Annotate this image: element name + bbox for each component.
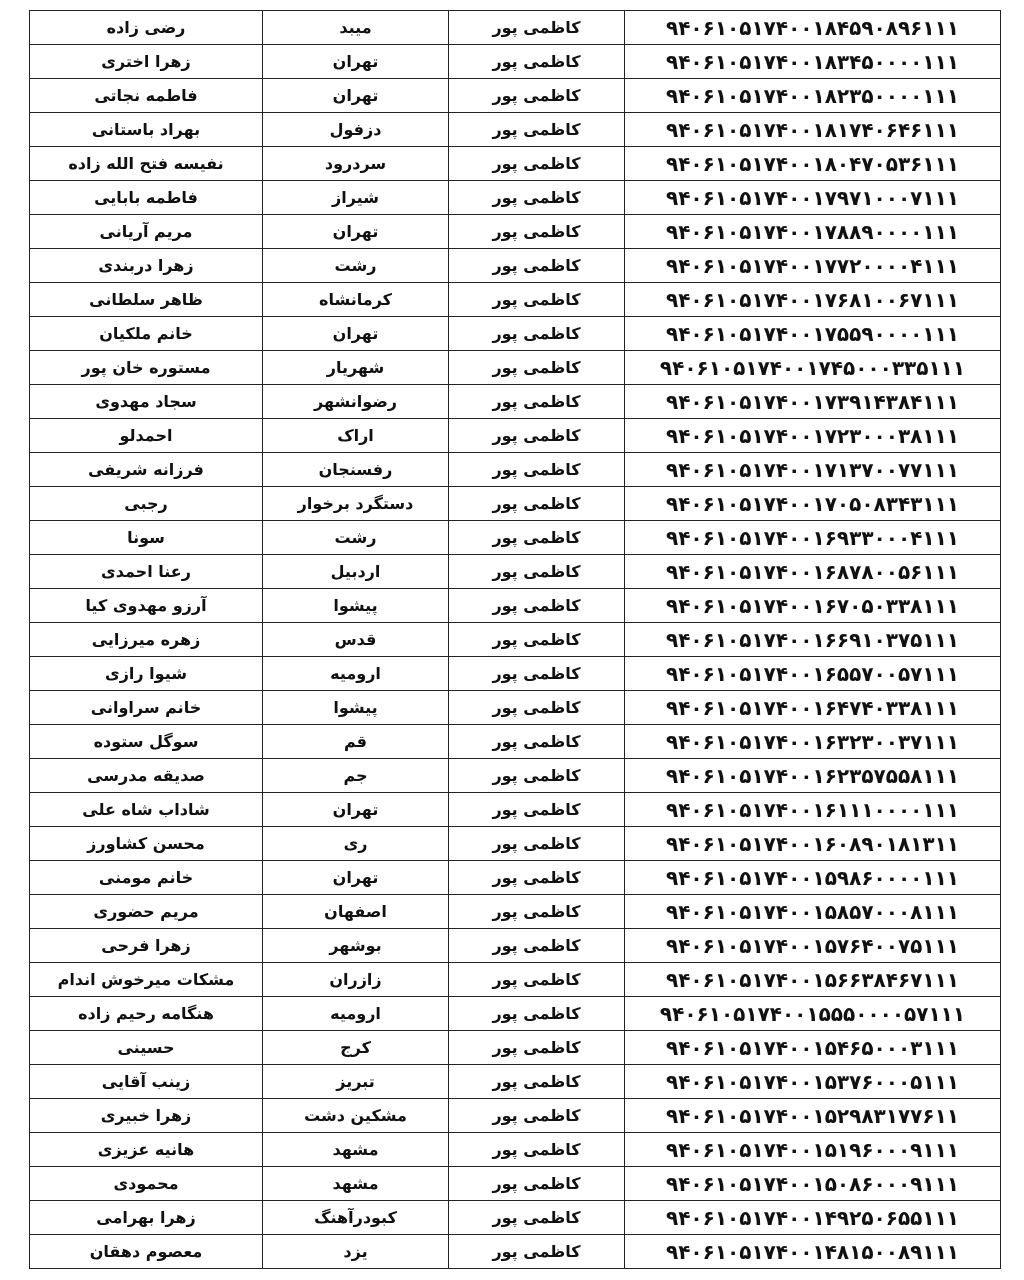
code-cell: ۹۴۰۶۱۰۵۱۷۴۰۰۱۶۷۰۵۰۳۳۸۱۱۱ [625, 589, 1001, 623]
table-row [30, 725, 1001, 759]
code-cell: ۹۴۰۶۱۰۵۱۷۴۰۰۱۶۹۳۳۰۰۰۴۱۱۱ [625, 521, 1001, 555]
agent-cell: کاظمی پور [449, 521, 625, 555]
city-cell: رفسنجان [263, 453, 449, 487]
code-cell: ۹۴۰۶۱۰۵۱۷۴۰۰۱۵۸۵۷۰۰۰۸۱۱۱ [625, 895, 1001, 929]
city-cell: ارومیه [263, 997, 449, 1031]
agent-cell: کاظمی پور [449, 1167, 625, 1201]
agent-cell: کاظمی پور [449, 351, 625, 385]
table-row [30, 555, 1001, 589]
name-cell: زهرا اختری [30, 45, 263, 79]
city-cell: اراک [263, 419, 449, 453]
code-cell: ۹۴۰۶۱۰۵۱۷۴۰۰۱۵۶۶۳۸۴۶۷۱۱۱ [625, 963, 1001, 997]
agent-cell: کاظمی پور [449, 419, 625, 453]
table-row [30, 419, 1001, 453]
agent-cell: کاظمی پور [449, 657, 625, 691]
agent-cell: کاظمی پور [449, 249, 625, 283]
agent-cell: کاظمی پور [449, 1133, 625, 1167]
agent-cell: کاظمی پور [449, 113, 625, 147]
agent-cell: کاظمی پور [449, 385, 625, 419]
code-cell: ۹۴۰۶۱۰۵۱۷۴۰۰۱۶۱۱۱۰۰۰۰۱۱۱ [625, 793, 1001, 827]
table-row [30, 1031, 1001, 1065]
name-cell: مستوره خان پور [30, 351, 263, 385]
city-cell: جم [263, 759, 449, 793]
code-cell: ۹۴۰۶۱۰۵۱۷۴۰۰۱۴۹۲۵۰۶۵۵۱۱۱ [625, 1201, 1001, 1235]
agent-cell: کاظمی پور [449, 861, 625, 895]
code-cell: ۹۴۰۶۱۰۵۱۷۴۰۰۱۷۶۸۱۰۰۶۷۱۱۱ [625, 283, 1001, 317]
agent-cell: کاظمی پور [449, 147, 625, 181]
code-cell: ۹۴۰۶۱۰۵۱۷۴۰۰۱۷۷۲۰۰۰۰۴۱۱۱ [625, 249, 1001, 283]
city-cell: زازران [263, 963, 449, 997]
code-cell: ۹۴۰۶۱۰۵۱۷۴۰۰۱۵۳۷۶۰۰۰۵۱۱۱ [625, 1065, 1001, 1099]
document-sheet [29, 10, 996, 1269]
city-cell: کرج [263, 1031, 449, 1065]
city-cell: رضوانشهر [263, 385, 449, 419]
code-cell: ۹۴۰۶۱۰۵۱۷۴۰۰۱۵۴۶۵۰۰۰۳۱۱۱ [625, 1031, 1001, 1065]
agent-cell: کاظمی پور [449, 1201, 625, 1235]
name-cell: زهرا بهرامی [30, 1201, 263, 1235]
name-cell: فاطمه نجاتی [30, 79, 263, 113]
table-row [30, 827, 1001, 861]
table-row [30, 181, 1001, 215]
agent-cell: کاظمی پور [449, 317, 625, 351]
table-row [30, 589, 1001, 623]
table-row [30, 283, 1001, 317]
agent-cell: کاظمی پور [449, 11, 625, 45]
name-cell: شیوا رازی [30, 657, 263, 691]
name-cell: خانم ملکیان [30, 317, 263, 351]
table-row [30, 249, 1001, 283]
code-cell: ۹۴۰۶۱۰۵۱۷۴۰۰۱۵۷۶۴۰۰۷۵۱۱۱ [625, 929, 1001, 963]
table-row [30, 453, 1001, 487]
city-cell: قم [263, 725, 449, 759]
city-cell: بوشهر [263, 929, 449, 963]
city-cell: دستگرد برخوار [263, 487, 449, 521]
name-cell: هنگامه رحیم زاده [30, 997, 263, 1031]
name-cell: زینب آقایی [30, 1065, 263, 1099]
name-cell: مریم حضوری [30, 895, 263, 929]
table-row [30, 861, 1001, 895]
name-cell: زهرا فرحی [30, 929, 263, 963]
code-cell: ۹۴۰۶۱۰۵۱۷۴۰۰۱۵۱۹۶۰۰۰۹۱۱۱ [625, 1133, 1001, 1167]
code-cell: ۹۴۰۶۱۰۵۱۷۴۰۰۱۵۲۹۸۳۱۷۷۶۱۱ [625, 1099, 1001, 1133]
agent-cell: کاظمی پور [449, 1235, 625, 1269]
records-table [29, 10, 1001, 1269]
name-cell: بهراد باستانی [30, 113, 263, 147]
code-cell: ۹۴۰۶۱۰۵۱۷۴۰۰۱۶۲۳۵۷۵۵۸۱۱۱ [625, 759, 1001, 793]
table-row [30, 1235, 1001, 1269]
agent-cell: کاظمی پور [449, 895, 625, 929]
name-cell: رعنا احمدی [30, 555, 263, 589]
name-cell: سجاد مهدوی [30, 385, 263, 419]
code-cell: ۹۴۰۶۱۰۵۱۷۴۰۰۱۸۰۴۷۰۵۳۶۱۱۱ [625, 147, 1001, 181]
name-cell: احمدلو [30, 419, 263, 453]
agent-cell: کاظمی پور [449, 997, 625, 1031]
table-row [30, 929, 1001, 963]
table-row [30, 11, 1001, 45]
agent-cell: کاظمی پور [449, 963, 625, 997]
city-cell: مشهد [263, 1167, 449, 1201]
city-cell: رشت [263, 521, 449, 555]
name-cell: ظاهر سلطانی [30, 283, 263, 317]
code-cell: ۹۴۰۶۱۰۵۱۷۴۰۰۱۶۰۸۹۰۱۸۱۳۱۱ [625, 827, 1001, 861]
city-cell: سردرود [263, 147, 449, 181]
city-cell: تهران [263, 861, 449, 895]
name-cell: زهرا خبیری [30, 1099, 263, 1133]
city-cell: تهران [263, 79, 449, 113]
agent-cell: کاظمی پور [449, 45, 625, 79]
code-cell: ۹۴۰۶۱۰۵۱۷۴۰۰۱۷۹۷۱۰۰۰۷۱۱۱ [625, 181, 1001, 215]
table-row [30, 113, 1001, 147]
name-cell: رضی زاده [30, 11, 263, 45]
city-cell: تبریز [263, 1065, 449, 1099]
code-cell: ۹۴۰۶۱۰۵۱۷۴۰۰۱۶۶۹۱۰۳۷۵۱۱۱ [625, 623, 1001, 657]
table-row [30, 1167, 1001, 1201]
table-row [30, 793, 1001, 827]
agent-cell: کاظمی پور [449, 623, 625, 657]
table-row [30, 623, 1001, 657]
name-cell: زهرا دربندی [30, 249, 263, 283]
table-row [30, 895, 1001, 929]
code-cell: ۹۴۰۶۱۰۵۱۷۴۰۰۱۶۴۷۴۰۳۳۸۱۱۱ [625, 691, 1001, 725]
name-cell: نفیسه فتح الله زاده [30, 147, 263, 181]
agent-cell: کاظمی پور [449, 827, 625, 861]
city-cell: یزد [263, 1235, 449, 1269]
agent-cell: کاظمی پور [449, 215, 625, 249]
code-cell: ۹۴۰۶۱۰۵۱۷۴۰۰۱۵۵۵۰۰۰۰۵۷۱۱۱ [625, 997, 1001, 1031]
table-row [30, 997, 1001, 1031]
table-row [30, 215, 1001, 249]
city-cell: اردبیل [263, 555, 449, 589]
city-cell: اصفهان [263, 895, 449, 929]
table-row [30, 1065, 1001, 1099]
records-table-body [30, 11, 1001, 1269]
agent-cell: کاظمی پور [449, 453, 625, 487]
name-cell: سوگل ستوده [30, 725, 263, 759]
name-cell: آرزو مهدوی کیا [30, 589, 263, 623]
name-cell: خانم مومنی [30, 861, 263, 895]
city-cell: شهریار [263, 351, 449, 385]
code-cell: ۹۴۰۶۱۰۵۱۷۴۰۰۱۵۰۸۶۰۰۰۹۱۱۱ [625, 1167, 1001, 1201]
city-cell: تهران [263, 793, 449, 827]
code-cell: ۹۴۰۶۱۰۵۱۷۴۰۰۱۶۵۵۷۰۰۵۷۱۱۱ [625, 657, 1001, 691]
table-row [30, 1201, 1001, 1235]
table-row [30, 385, 1001, 419]
name-cell: خانم سراوانی [30, 691, 263, 725]
name-cell: معصوم دهقان [30, 1235, 263, 1269]
name-cell: مشکات میرخوش اندام [30, 963, 263, 997]
name-cell: سونا [30, 521, 263, 555]
name-cell: حسینی [30, 1031, 263, 1065]
city-cell: تهران [263, 215, 449, 249]
agent-cell: کاظمی پور [449, 759, 625, 793]
table-row [30, 691, 1001, 725]
table-row [30, 79, 1001, 113]
city-cell: کبودرآهنگ [263, 1201, 449, 1235]
city-cell: مشهد [263, 1133, 449, 1167]
city-cell: ری [263, 827, 449, 861]
city-cell: کرمانشاه [263, 283, 449, 317]
city-cell: پیشوا [263, 589, 449, 623]
name-cell: هانیه عزیزی [30, 1133, 263, 1167]
table-row [30, 759, 1001, 793]
agent-cell: کاظمی پور [449, 487, 625, 521]
name-cell: مریم آریانی [30, 215, 263, 249]
table-row [30, 1099, 1001, 1133]
code-cell: ۹۴۰۶۱۰۵۱۷۴۰۰۱۷۲۳۰۰۰۳۸۱۱۱ [625, 419, 1001, 453]
table-row [30, 657, 1001, 691]
city-cell: مشکین دشت [263, 1099, 449, 1133]
table-row [30, 147, 1001, 181]
code-cell: ۹۴۰۶۱۰۵۱۷۴۰۰۱۶۸۷۸۰۰۵۶۱۱۱ [625, 555, 1001, 589]
table-row [30, 45, 1001, 79]
agent-cell: کاظمی پور [449, 181, 625, 215]
city-cell: رشت [263, 249, 449, 283]
table-row [30, 351, 1001, 385]
city-cell: تهران [263, 317, 449, 351]
code-cell: ۹۴۰۶۱۰۵۱۷۴۰۰۱۷۸۸۹۰۰۰۰۱۱۱ [625, 215, 1001, 249]
code-cell: ۹۴۰۶۱۰۵۱۷۴۰۰۱۸۴۵۹۰۸۹۶۱۱۱ [625, 11, 1001, 45]
name-cell: صدیقه مدرسی [30, 759, 263, 793]
table-row [30, 521, 1001, 555]
agent-cell: کاظمی پور [449, 793, 625, 827]
city-cell: شیراز [263, 181, 449, 215]
city-cell: میبد [263, 11, 449, 45]
name-cell: زهره میرزایی [30, 623, 263, 657]
name-cell: محمودی [30, 1167, 263, 1201]
agent-cell: کاظمی پور [449, 79, 625, 113]
city-cell: دزفول [263, 113, 449, 147]
name-cell: شاداب شاه علی [30, 793, 263, 827]
name-cell: فرزانه شریفی [30, 453, 263, 487]
code-cell: ۹۴۰۶۱۰۵۱۷۴۰۰۱۷۴۵۰۰۰۳۳۵۱۱۱ [625, 351, 1001, 385]
code-cell: ۹۴۰۶۱۰۵۱۷۴۰۰۱۴۸۱۵۰۰۸۹۱۱۱ [625, 1235, 1001, 1269]
code-cell: ۹۴۰۶۱۰۵۱۷۴۰۰۱۶۳۲۳۰۰۳۷۱۱۱ [625, 725, 1001, 759]
agent-cell: کاظمی پور [449, 1099, 625, 1133]
city-cell: قدس [263, 623, 449, 657]
agent-cell: کاظمی پور [449, 1031, 625, 1065]
name-cell: محسن کشاورز [30, 827, 263, 861]
code-cell: ۹۴۰۶۱۰۵۱۷۴۰۰۱۷۱۳۷۰۰۷۷۱۱۱ [625, 453, 1001, 487]
table-row [30, 317, 1001, 351]
city-cell: ارومیه [263, 657, 449, 691]
code-cell: ۹۴۰۶۱۰۵۱۷۴۰۰۱۷۰۵۰۸۳۴۳۱۱۱ [625, 487, 1001, 521]
agent-cell: کاظمی پور [449, 555, 625, 589]
code-cell: ۹۴۰۶۱۰۵۱۷۴۰۰۱۷۳۹۱۴۳۸۴۱۱۱ [625, 385, 1001, 419]
agent-cell: کاظمی پور [449, 283, 625, 317]
city-cell: تهران [263, 45, 449, 79]
code-cell: ۹۴۰۶۱۰۵۱۷۴۰۰۱۸۱۷۴۰۶۴۶۱۱۱ [625, 113, 1001, 147]
code-cell: ۹۴۰۶۱۰۵۱۷۴۰۰۱۵۹۸۶۰۰۰۰۱۱۱ [625, 861, 1001, 895]
agent-cell: کاظمی پور [449, 929, 625, 963]
code-cell: ۹۴۰۶۱۰۵۱۷۴۰۰۱۸۳۴۵۰۰۰۰۱۱۱ [625, 45, 1001, 79]
name-cell: رجبی [30, 487, 263, 521]
agent-cell: کاظمی پور [449, 725, 625, 759]
table-row [30, 963, 1001, 997]
table-row [30, 1133, 1001, 1167]
agent-cell: کاظمی پور [449, 1065, 625, 1099]
code-cell: ۹۴۰۶۱۰۵۱۷۴۰۰۱۸۲۳۵۰۰۰۰۱۱۱ [625, 79, 1001, 113]
agent-cell: کاظمی پور [449, 589, 625, 623]
code-cell: ۹۴۰۶۱۰۵۱۷۴۰۰۱۷۵۵۹۰۰۰۰۱۱۱ [625, 317, 1001, 351]
name-cell: فاطمه بابایی [30, 181, 263, 215]
table-row [30, 487, 1001, 521]
city-cell: پیشوا [263, 691, 449, 725]
agent-cell: کاظمی پور [449, 691, 625, 725]
